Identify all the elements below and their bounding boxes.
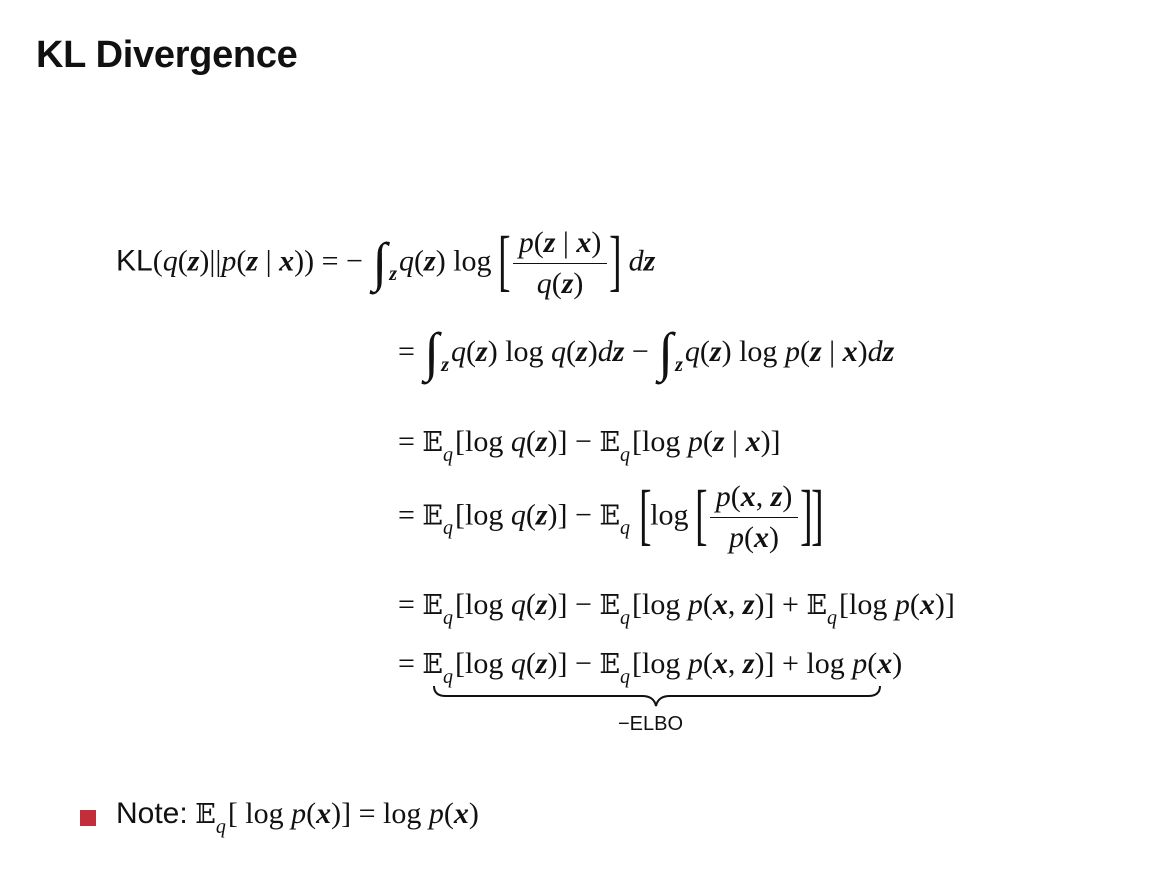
equation-line-1: KL(q(z)||p(z | x)) = − ∫ $_z$q(z) log [ $\frac{p(z | x)}{q(z)}$ ] dz xyxy=(116,221,656,300)
note-label: Note: xyxy=(116,797,188,830)
slide-title: KL Divergence xyxy=(36,34,298,76)
underbrace-icon xyxy=(432,684,882,708)
equation-line-6: = 𝔼$_q$[log q(z)] − 𝔼$_q$[log p(x, z)] + log p(x) xyxy=(398,647,903,688)
bullet-square-icon xyxy=(80,810,96,826)
equation-line-5: = 𝔼$_q$[log q(z)] − 𝔼$_q$[log p(x, z)] + 𝔼$_q$[log p(x)] xyxy=(398,588,955,629)
equation-line-3: = 𝔼$_q$[log q(z)] − 𝔼$_q$[log p(z | x)] xyxy=(398,425,781,466)
note-line: Note: 𝔼$_q$[ log p(x)] = log p(x) xyxy=(116,797,479,838)
equation-line-4: = 𝔼$_q$[log q(z)] − 𝔼$_q$ [log [ $\frac{p(x, z)}{p(x)}$ ]] xyxy=(398,475,824,554)
kl-label: KL xyxy=(116,244,153,278)
equation-line-2: = ∫ $_z$q(z) log q(z)dz − ∫ $_z$q(z) log p(z | x)dz xyxy=(398,322,895,382)
elbo-label: −ELBO xyxy=(618,713,684,735)
